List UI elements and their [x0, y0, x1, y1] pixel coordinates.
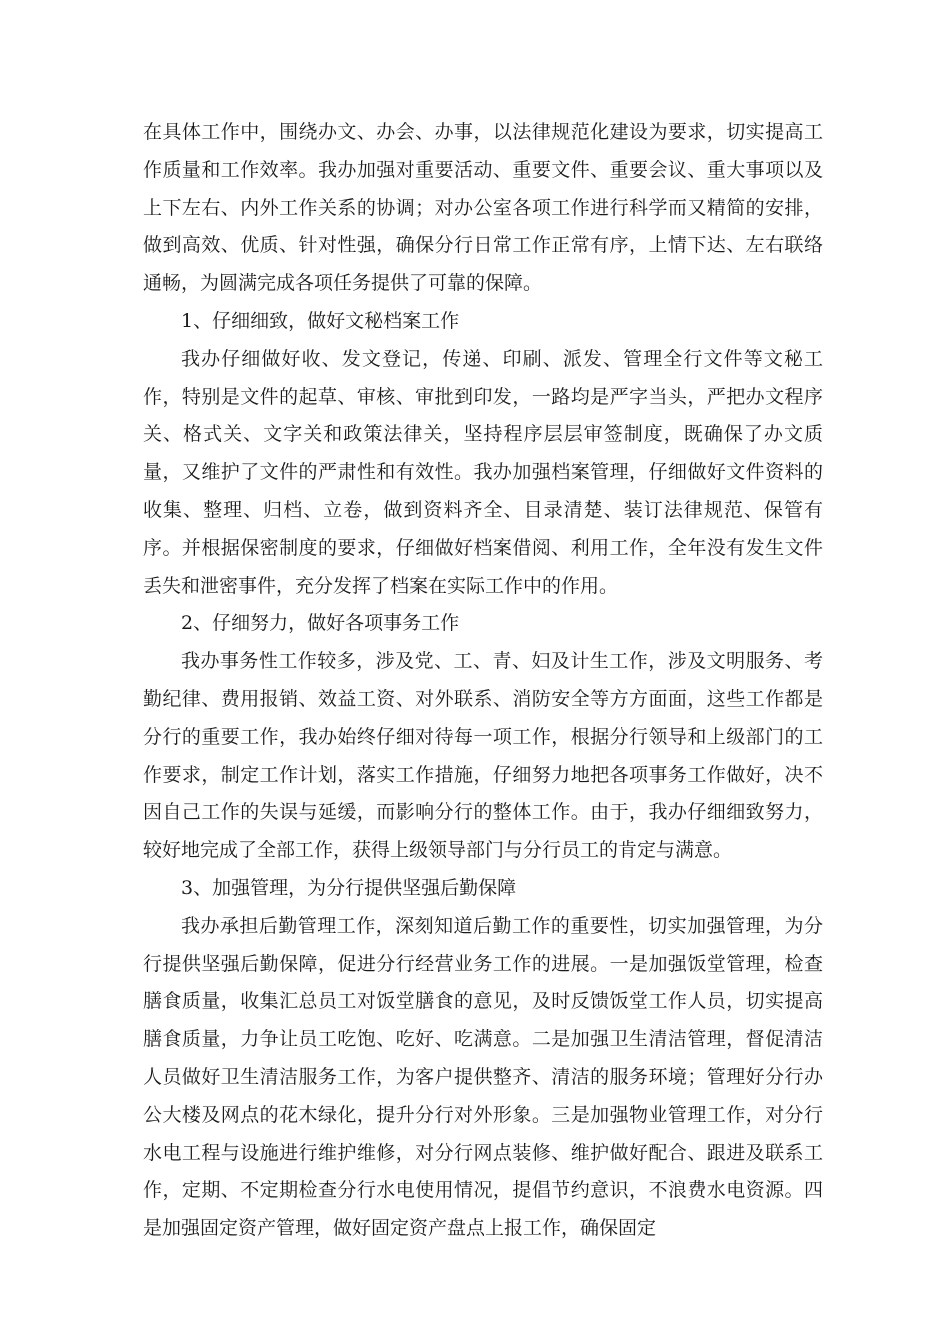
section-3-paragraph: 我办承担后勤管理工作，深刻知道后勤工作的重要性，切实加强管理，为分行提供坚强后勤保障，促进分行经营业务工作的进展。一是加强饭堂管理，检查膳食质量，收集汇总员工对饭堂膳食的意见，及时反馈饭堂工作人员，切实提高膳食质量，力争让员工吃饱、吃好、吃满意。二是加强卫生清洁管理，督促清洁人员做好卫生清洁服务工作，为客户提供整齐、清洁的服务环境；管理好分行办公大楼及网点的花木绿化，提升分行对外形象。三是加强物业管理工作，对分行水电工程与设施进行维护维修，对分行网点装修、维护做好配合、跟进及联系工作，定期、不定期检查分行水电使用情况，提倡节约意识，不浪费水电资源。四是加强固定资产管理，做好固定资产盘点上报工作，确保固定	[143, 914, 823, 1240]
section-1-paragraph: 我办仔细做好收、发文登记，传递、印刷、派发、管理全行文件等文秘工作，特别是文件的起草、审核、审批到印发，一路均是严字当头，严把办文程序关、格式关、文字关和政策法律关，坚持程序层层审签制度，既确保了办文质量，又维护了文件的严肃性和有效性。我办加强档案管理，仔细做好文件资料的收集、整理、归档、立卷，做到资料齐全、目录清楚、装订法律规范、保管有序。并根据保密制度的要求，仔细做好档案借阅、利用工作，全年没有发生文件丢失和泄密事件，充分发挥了档案在实际工作中的作用。	[143, 347, 823, 597]
section-heading-3: 3、加强管理，为分行提供坚强后勤保障	[181, 876, 517, 899]
intro-paragraph: 在具体工作中，围绕办文、办会、办事，以法律规范化建设为要求，切实提高工作质量和工作效率。我办加强对重要活动、重要文件、重要会议、重大事项以及上下左右、内外工作关系的协调；对办公室各项工作进行科学而又精简的安排，做到高效、优质、针对性强，确保分行日常工作正常有序，上情下达、左右联络通畅，为圆满完成各项任务提供了可靠的保障。	[143, 121, 823, 295]
section-heading-1: 1、仔细细致，做好文秘档案工作	[181, 309, 460, 332]
document-body	[143, 114, 823, 1248]
section-2-paragraph: 我办事务性工作较多，涉及党、工、青、妇及计生工作，涉及文明服务、考勤纪律、费用报销、效益工资、对外联系、消防安全等方方面面，这些工作都是分行的重要工作，我办始终仔细对待每一项工作，根据分行领导和上级部门的工作要求，制定工作计划，落实工作措施，仔细努力地把各项事务工作做好，决不因自己工作的失误与延缓，而影响分行的整体工作。由于，我办仔细细致努力，较好地完成了全部工作，获得上级领导部门与分行员工的肯定与满意。	[143, 650, 823, 862]
section-heading-2: 2、仔细努力，做好各项事务工作	[181, 612, 460, 635]
